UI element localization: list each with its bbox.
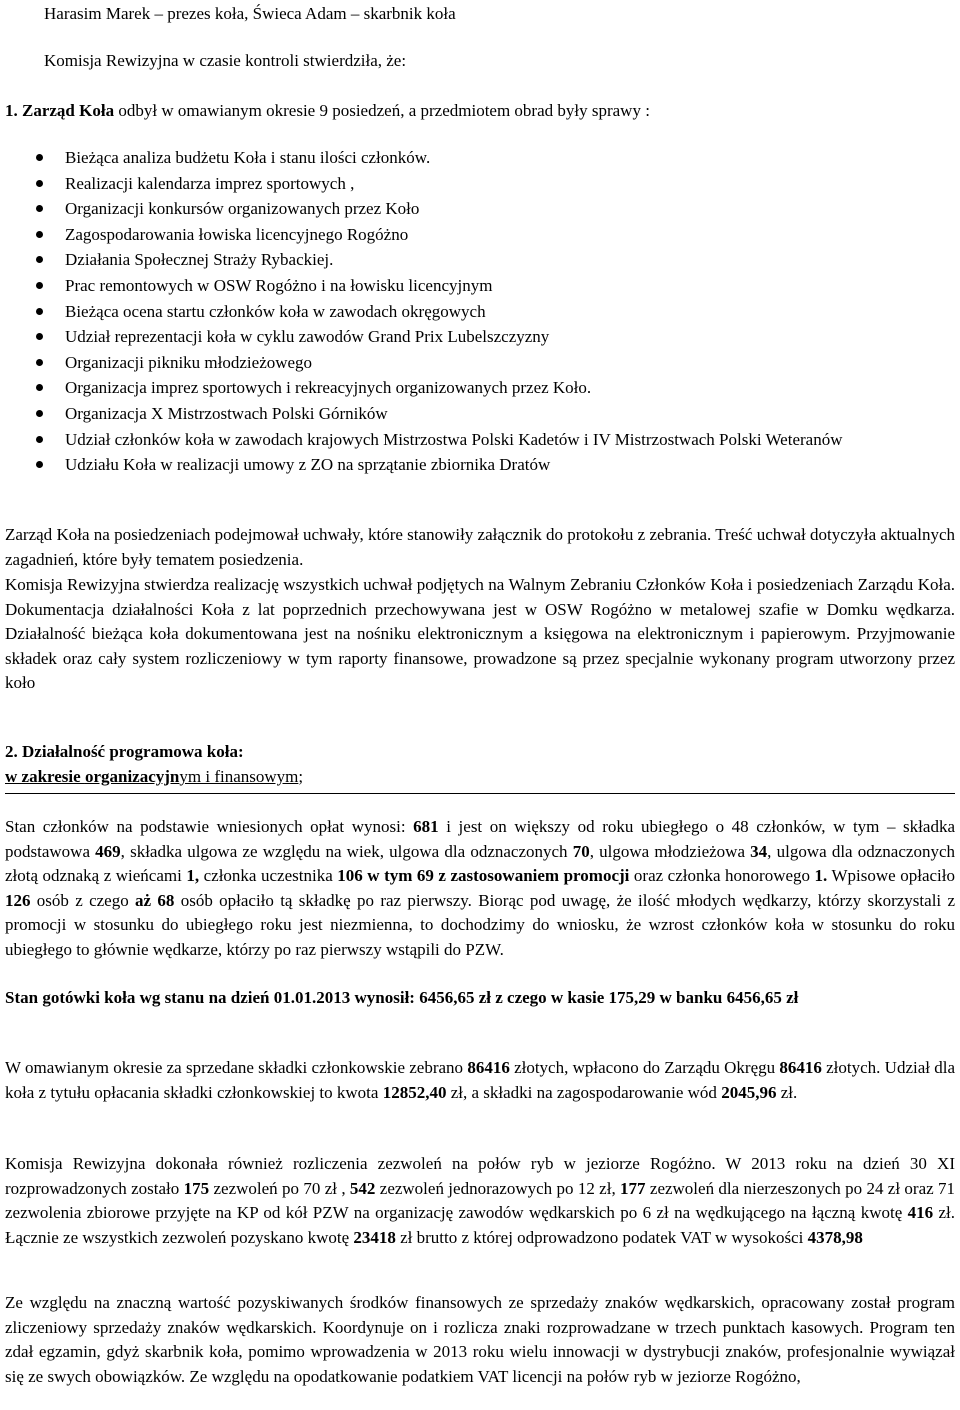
text: Wpisowe opłaciło [827, 866, 955, 885]
value: 416 [907, 1203, 934, 1222]
value: 469 [95, 841, 121, 861]
list-item: Realizacji kalendarza imprez sportowych , [36, 171, 955, 197]
text: osób opłaciło tą składkę po raz pierwszy. Biorąc pod uwagę, że ilość młodych wędkarzy, którzy skorzystali z promocji w stosunku do ubiegłego roku jest niezmienna, to dochodzimy do wniosku, że wzrost członków koła w stosunku do roku ubiegłego to głównie wędkarze, którzy po raz pierwszy wstąpili do PZW. [5, 890, 955, 959]
resolutions-paragraph: Zarząd Koła na posiedzeniach podejmował uchwały, które stanowiły załącznik do protokołu z zebrania. Treść uchwał dotyczyła aktualnych zagadnień, które były tematem posiedzenia. [5, 525, 955, 569]
list-item: Organizacja imprez sportowych i rekreacyjnych organizowanych przez Koło. [36, 375, 955, 401]
text: , ulgowa dla odznaczonych złotą odznaką z wieńcami [5, 841, 955, 885]
value: 177 [620, 1178, 646, 1198]
text: W omawianym okresie za sprzedane składki członkowskie zebrano [5, 1058, 468, 1077]
officers-line: Harasim Marek – prezes koła, Świeca Adam – skarbnik koła [44, 4, 456, 23]
list-item: Działania Społecznej Straży Rybackiej. [36, 247, 955, 273]
fees-paragraph [5, 1056, 955, 1105]
list-item: Udział reprezentacji koła w cyklu zawodów Grand Prix Lubelszczyzny [36, 324, 955, 350]
list-item: Organizacja X Mistrzostwach Polski Górników [36, 401, 955, 427]
text: zezwoleń po 70 zł , [209, 1178, 350, 1198]
text: zł brutto z której odprowadzono podatek VAT w wysokości [395, 1227, 808, 1247]
divider-rule [5, 793, 955, 794]
value: 12852,40 [382, 1082, 447, 1102]
subheading-part: organizacyjn [84, 767, 180, 786]
text: członka uczestnika [199, 866, 338, 885]
value: 86416 [467, 1058, 510, 1077]
cash-paragraph: Stan gotówki koła wg stanu na dzień 01.01.2013 wynosił: 6456,65 zł z czego w kasie 175,29 w banku 6456,65 zł [5, 988, 799, 1007]
value: 70 [572, 841, 590, 861]
list-item: Organizacji konkursów organizowanych przez Koło [36, 196, 955, 222]
value: 175 [183, 1178, 210, 1198]
section2-heading: 2. Działalność programowa koła: [5, 742, 244, 761]
value: 106 w tym 69 z zastosowaniem promocji [337, 866, 630, 885]
agenda-list [36, 145, 955, 478]
text: Stan członków na podstawie wniesionych opłat wynosi: [5, 817, 414, 836]
section1-lead-text: odbył w omawianym okresie 9 posiedzeń, a przedmiotem obrad były sprawy : [114, 101, 650, 120]
text: zł, a składki na zagospodarowanie wód [446, 1082, 722, 1102]
commission-intro: Komisja Rewizyjna w czasie kontroli stwierdziła, że: [44, 51, 407, 70]
list-item: Zagospodarowania łowiska licencyjnego Rogóżno [36, 222, 955, 248]
text: złotych, wpłacono do Zarządu Okręgu [509, 1058, 780, 1077]
section1-title: Zarząd Koła [22, 101, 115, 120]
text: zezwoleń jednorazowych po 12 zł, [375, 1178, 621, 1198]
list-item: Organizacji pikniku młodzieżowego [36, 350, 955, 376]
permits-paragraph [5, 1152, 955, 1250]
text: , składka ulgowa ze względu na wiek, ulgowa dla odznaczonych [120, 841, 573, 861]
value: 126 [5, 890, 31, 910]
value: 2045,96 [721, 1082, 777, 1102]
value: 542 [349, 1178, 376, 1198]
list-item: Prac remontowych w OSW Rogóżno i na łowisku licencyjnym [36, 273, 955, 299]
value: 23418 [353, 1227, 396, 1247]
section1-number: 1. [5, 101, 18, 120]
value: 1, [186, 866, 200, 885]
value: 681 [413, 817, 439, 836]
text: zezwoleń dla nierzeszonych po 24 zł oraz 71 zezwolenia zbiorowe przyjęte na KP od kół PZW na organizację zawodów wędkarskich po 6 zł na wędkującego na łączną kwotę [5, 1178, 956, 1222]
value: 1. [814, 866, 828, 885]
members-paragraph [5, 815, 955, 962]
text: , ulgowa młodzieżowa [589, 841, 751, 861]
list-item: Udziału Koła w realizacji umowy z ZO na sprzątanie zbiornika Dratów [36, 452, 955, 478]
value: 86416 [779, 1058, 822, 1077]
subheading-part: ym i finansowym [179, 767, 299, 786]
commission-paragraph: Komisja Rewizyjna stwierdza realizację wszystkich uchwał podjętych na Walnym Zebraniu Członków Koła i posiedzeniach Zarządu Koła. Dokumentacja działalności Koła z lat poprzednich przechowywana jest w OSW Rogóżno w metalowej szafie w Domku wędkarza. Działalność bieżąca koła dokumentowana jest na nośniku elektronicznym a księgowa na elektronicznym i papierowym. Przyjmowanie składek oraz cały system rozliczeniowy w tym raporty finansowe, prowadzone są przez specjalnie wykonany program utworzony przez koło [5, 575, 955, 692]
subheading-part: w zakresie [5, 767, 85, 786]
list-item: Udział członków koła w zawodach krajowych Mistrzostwa Polski Kadetów i IV Mistrzostwach Polski Weteranów [36, 427, 955, 453]
text: osób z czego [30, 890, 136, 910]
text: zł. [776, 1082, 798, 1102]
value: 4378,98 [807, 1227, 863, 1247]
value: aż 68 [135, 890, 175, 910]
text: i jest on większy od roku ubiegłego o 48 członków, w tym – składka podstawowa [5, 817, 955, 861]
value: 34 [750, 841, 768, 861]
list-item: Bieżąca ocena startu członków koła w zawodach okręgowych [36, 299, 955, 325]
text: złotych. Udział dla koła z tytułu opłacania składki członkowskiej to kwota [5, 1058, 956, 1102]
text: zł. Łącznie ze wszystkich zezwoleń pozyskano kwotę [5, 1203, 955, 1247]
signs-paragraph: Ze względu na znaczną wartość pozyskiwanych środków finansowych ze sprzedaży znaków wędkarskich, opracowany został program zliczeniowy sprzedaży znaków wędkarskich. Koordynuje on i rozlicza znaki rozprowadzane w trzech punktach kasowych. Program ten zdał egzamin, gdyż skarbnik koła, pomimo wprowadzenia w 2013 roku wielu innowacji w dystrybucji znaków, profesjonalnie wywiązał się ze swych obowiązków. Ze względu na opodatkowanie podatkiem VAT licencji na połów ryb w jeziorze Rogóżno, [5, 1293, 955, 1386]
section1-lead [5, 98, 725, 124]
section2-subheading [5, 766, 303, 788]
list-item: Bieżąca analiza budżetu Koła i stanu ilości członków. [36, 145, 955, 171]
text: Komisja Rewizyjna dokonała również rozliczenia zezwoleń na połów ryb w jeziorze Rogóżno. W 2013 roku na dzień 30 XI rozprowadzonych zostało [5, 1154, 955, 1198]
text: oraz członka honorowego [629, 866, 815, 885]
subheading-semicolon: ; [298, 767, 304, 786]
